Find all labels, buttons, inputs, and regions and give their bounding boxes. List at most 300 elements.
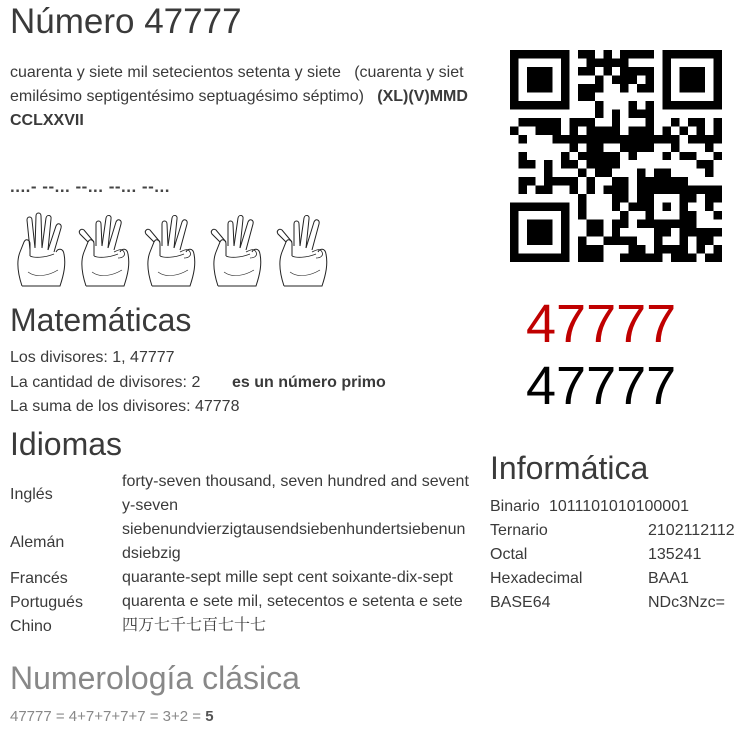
- qr-module: [705, 50, 713, 58]
- qr-module: [544, 237, 552, 245]
- qr-module: [671, 143, 679, 151]
- qr-module: [663, 75, 671, 83]
- qr-module: [510, 254, 518, 262]
- qr-module: [535, 228, 543, 236]
- qr-module: [705, 228, 713, 236]
- qr-module: [544, 177, 552, 185]
- qr-module: [705, 186, 713, 194]
- divisor-count-line: La cantidad de divisores: 2: [10, 374, 201, 391]
- qr-module: [612, 228, 620, 236]
- qr-module: [552, 126, 560, 134]
- qr-module: [646, 186, 654, 194]
- qr-module: [569, 143, 577, 151]
- qr-module: [544, 186, 552, 194]
- number-red: 47777: [526, 294, 677, 354]
- qr-module: [629, 75, 637, 83]
- qr-module: [654, 186, 662, 194]
- qr-module: [705, 160, 713, 168]
- seven-fingers-hand-icon: [277, 215, 326, 286]
- qr-module: [705, 143, 713, 151]
- qr-module: [620, 50, 628, 58]
- qr-module: [697, 237, 705, 245]
- qr-module: [612, 152, 620, 160]
- qr-module: [612, 126, 620, 134]
- hexadecimal-label: Hexadecimal: [490, 570, 583, 587]
- qr-module: [705, 254, 713, 262]
- qr-module: [714, 126, 722, 134]
- qr-module: [620, 220, 628, 228]
- qr-module: [510, 84, 518, 92]
- qr-module: [714, 67, 722, 75]
- qr-module: [646, 101, 654, 109]
- qr-module: [637, 254, 645, 262]
- qr-module: [569, 135, 577, 143]
- qr-module: [663, 203, 671, 211]
- qr-module: [527, 118, 535, 126]
- qr-module: [612, 160, 620, 168]
- qr-module: [518, 203, 526, 211]
- qr-module: [510, 50, 518, 58]
- qr-module: [697, 135, 705, 143]
- qr-module: [595, 254, 603, 262]
- qr-module: [637, 220, 645, 228]
- qr-module: [535, 254, 543, 262]
- qr-module: [663, 101, 671, 109]
- qr-module: [595, 143, 603, 151]
- qr-module: [637, 50, 645, 58]
- qr-module: [637, 203, 645, 211]
- qr-module: [654, 245, 662, 253]
- qr-module: [637, 67, 645, 75]
- qr-module: [603, 58, 611, 66]
- qr-module: [705, 169, 713, 177]
- qr-module: [561, 84, 569, 92]
- qr-module: [714, 228, 722, 236]
- qr-module: [612, 177, 620, 185]
- qr-module: [705, 203, 713, 211]
- qr-module: [561, 58, 569, 66]
- language-value-english: forty-seven thousand, seven hundred and seventy-seven: [122, 473, 469, 514]
- qr-module: [595, 84, 603, 92]
- qr-module: [688, 211, 696, 219]
- qr-module: [654, 220, 662, 228]
- qr-module: [671, 245, 679, 253]
- seven-fingers-hand-icon: [145, 215, 194, 286]
- qr-module: [697, 245, 705, 253]
- qr-module: [586, 152, 594, 160]
- qr-module: [544, 228, 552, 236]
- qr-module: [578, 169, 586, 177]
- qr-module: [578, 67, 586, 75]
- qr-module: [510, 237, 518, 245]
- qr-module: [510, 75, 518, 83]
- qr-module: [680, 220, 688, 228]
- qr-module: [518, 50, 526, 58]
- qr-module: [637, 109, 645, 117]
- qr-module: [586, 228, 594, 236]
- qr-module: [544, 50, 552, 58]
- qr-module: [688, 101, 696, 109]
- qr-module: [637, 186, 645, 194]
- qr-module: [612, 186, 620, 194]
- qr-module: [654, 237, 662, 245]
- qr-module: [697, 67, 705, 75]
- qr-module: [680, 245, 688, 253]
- language-value-chinese: 四万七千七百七十七: [122, 617, 267, 634]
- qr-module: [535, 75, 543, 83]
- qr-module: [620, 237, 628, 245]
- qr-module: [535, 237, 543, 245]
- qr-module: [620, 186, 628, 194]
- qr-module: [586, 143, 594, 151]
- qr-module: [646, 220, 654, 228]
- qr-module: [544, 220, 552, 228]
- qr-module: [552, 50, 560, 58]
- qr-module: [518, 160, 526, 168]
- qr-module: [578, 50, 586, 58]
- qr-module: [663, 135, 671, 143]
- qr-module: [714, 101, 722, 109]
- numerology-formula: [10, 708, 214, 725]
- qr-module: [578, 237, 586, 245]
- qr-module: [603, 186, 611, 194]
- qr-module: [671, 118, 679, 126]
- qr-module: [544, 254, 552, 262]
- ternary-label: Ternario: [490, 522, 548, 539]
- qr-module: [535, 118, 543, 126]
- page-title: Número 47777: [10, 2, 242, 41]
- qr-module: [646, 194, 654, 202]
- qr-module: [535, 50, 543, 58]
- roman-numeral: (XL)(V)MMD CCLXXVII: [10, 88, 468, 129]
- qr-module: [552, 177, 560, 185]
- qr-module: [518, 254, 526, 262]
- qr-module: [603, 67, 611, 75]
- qr-module: [595, 101, 603, 109]
- qr-module: [654, 177, 662, 185]
- qr-module: [629, 50, 637, 58]
- qr-module: [561, 211, 569, 219]
- qr-module: [552, 135, 560, 143]
- qr-module: [629, 203, 637, 211]
- qr-module: [697, 186, 705, 194]
- qr-module: [603, 169, 611, 177]
- qr-module: [663, 126, 671, 134]
- qr-module: [569, 160, 577, 168]
- qr-module: [595, 58, 603, 66]
- qr-module: [697, 75, 705, 83]
- qr-module: [629, 101, 637, 109]
- qr-module: [561, 254, 569, 262]
- qr-module: [629, 254, 637, 262]
- cardinal-text: cuarenta y siete mil setecientos setenta y siete: [10, 64, 341, 81]
- qr-module: [680, 126, 688, 134]
- qr-module: [680, 254, 688, 262]
- qr-module: [586, 92, 594, 100]
- qr-module: [578, 135, 586, 143]
- qr-module: [688, 228, 696, 236]
- qr-module: [646, 109, 654, 117]
- spelled-out-number: [10, 61, 480, 133]
- qr-module: [629, 135, 637, 143]
- qr-module: [646, 135, 654, 143]
- qr-module: [578, 203, 586, 211]
- qr-module: [586, 58, 594, 66]
- qr-module: [680, 67, 688, 75]
- qr-module: [518, 101, 526, 109]
- language-value-french: quarante-sept mille sept cent soixante-dix-sept: [122, 569, 453, 586]
- qr-module: [637, 126, 645, 134]
- qr-module: [646, 126, 654, 134]
- qr-module: [629, 109, 637, 117]
- ternary-value: 2102112112: [648, 522, 735, 539]
- qr-module: [586, 118, 594, 126]
- languages-section-title: Idiomas: [10, 426, 123, 462]
- qr-module: [714, 84, 722, 92]
- qr-module: [544, 203, 552, 211]
- four-fingers-hand-icon: [18, 213, 65, 286]
- qr-module: [586, 220, 594, 228]
- qr-module: [569, 177, 577, 185]
- qr-module: [646, 254, 654, 262]
- qr-module: [680, 84, 688, 92]
- qr-module: [620, 58, 628, 66]
- hexadecimal-value: BAA1: [648, 570, 689, 587]
- qr-module: [586, 160, 594, 168]
- qr-module: [544, 169, 552, 177]
- qr-module: [714, 50, 722, 58]
- qr-module: [535, 126, 543, 134]
- qr-module: [671, 50, 679, 58]
- qr-module: [637, 143, 645, 151]
- qr-module: [637, 177, 645, 185]
- qr-module: [705, 135, 713, 143]
- qr-module: [578, 194, 586, 202]
- qr-module: [544, 118, 552, 126]
- qr-module: [620, 254, 628, 262]
- qr-module: [510, 126, 518, 134]
- qr-module: [552, 254, 560, 262]
- base64-label: BASE64: [490, 594, 551, 611]
- qr-module: [637, 84, 645, 92]
- qr-module: [544, 84, 552, 92]
- numerology-result: 5: [205, 708, 214, 725]
- qr-module: [637, 194, 645, 202]
- qr-module: [671, 101, 679, 109]
- qr-module: [527, 220, 535, 228]
- qr-module: [688, 220, 696, 228]
- qr-module: [697, 228, 705, 236]
- qr-module: [603, 50, 611, 58]
- language-name-german: Alemán: [10, 534, 65, 551]
- qr-module: [714, 245, 722, 253]
- qr-module: [671, 254, 679, 262]
- qr-module: [637, 135, 645, 143]
- qr-module: [561, 67, 569, 75]
- qr-module: [544, 126, 552, 134]
- qr-module: [714, 194, 722, 202]
- qr-module: [688, 50, 696, 58]
- qr-module: [586, 254, 594, 262]
- qr-module: [535, 186, 543, 194]
- qr-module: [595, 135, 603, 143]
- qr-module: [671, 220, 679, 228]
- qr-module: [552, 203, 560, 211]
- qr-module: [612, 220, 620, 228]
- qr-module: [518, 177, 526, 185]
- language-name-english: Inglés: [10, 486, 53, 503]
- qr-module: [680, 203, 688, 211]
- qr-module: [586, 50, 594, 58]
- qr-module: [527, 203, 535, 211]
- qr-module: [663, 245, 671, 253]
- qr-module: [561, 203, 569, 211]
- qr-module: [629, 237, 637, 245]
- qr-module: [586, 126, 594, 134]
- qr-module: [510, 101, 518, 109]
- qr-module: [569, 186, 577, 194]
- qr-module: [561, 160, 569, 168]
- qr-module: [510, 67, 518, 75]
- qr-module: [663, 169, 671, 177]
- qr-module: [620, 143, 628, 151]
- qr-module: [569, 126, 577, 134]
- qr-module: [620, 67, 628, 75]
- qr-module: [688, 118, 696, 126]
- morse-code: ....- --... --... --... --...: [10, 177, 170, 196]
- qr-module: [535, 84, 543, 92]
- qr-module: [620, 75, 628, 83]
- qr-module: [714, 254, 722, 262]
- numerology-formula-text: 47777 = 4+7+7+7+7 = 3+2 =: [10, 708, 206, 725]
- qr-module: [518, 118, 526, 126]
- qr-module: [646, 143, 654, 151]
- qr-module: [561, 228, 569, 236]
- octal-label: Octal: [490, 546, 528, 563]
- qr-module: [714, 58, 722, 66]
- qr-module: [510, 211, 518, 219]
- qr-module: [688, 75, 696, 83]
- qr-module: [680, 101, 688, 109]
- qr-module: [629, 245, 637, 253]
- qr-module: [714, 118, 722, 126]
- seven-fingers-hand-icon: [211, 215, 260, 286]
- qr-module: [595, 126, 603, 134]
- qr-module: [535, 203, 543, 211]
- qr-module: [527, 101, 535, 109]
- language-name-chinese: Chino: [10, 618, 52, 635]
- qr-module: [595, 160, 603, 168]
- qr-module: [518, 152, 526, 160]
- qr-module: [527, 177, 535, 185]
- qr-module: [527, 67, 535, 75]
- qr-module: [561, 101, 569, 109]
- qr-module: [646, 84, 654, 92]
- qr-module: [637, 169, 645, 177]
- qr-module: [654, 135, 662, 143]
- qr-module: [612, 109, 620, 117]
- qr-module: [544, 101, 552, 109]
- qr-module: [688, 152, 696, 160]
- qr-module: [705, 101, 713, 109]
- qr-module: [646, 177, 654, 185]
- qr-module: [561, 92, 569, 100]
- qr-module: [688, 194, 696, 202]
- base64-value: NDc3Nzc=: [648, 594, 725, 611]
- qr-module: [518, 135, 526, 143]
- qr-module: [646, 75, 654, 83]
- qr-module: [561, 245, 569, 253]
- qr-module: [663, 84, 671, 92]
- qr-module: [561, 50, 569, 58]
- qr-module: [603, 237, 611, 245]
- number-black: 47777: [526, 356, 677, 416]
- qr-module: [544, 160, 552, 168]
- qr-module: [646, 67, 654, 75]
- qr-module: [535, 101, 543, 109]
- qr-module: [629, 67, 637, 75]
- qr-module: [629, 126, 637, 134]
- qr-module: [646, 203, 654, 211]
- qr-module: [535, 220, 543, 228]
- qr-module: [714, 92, 722, 100]
- qr-module: [603, 135, 611, 143]
- qr-module: [612, 118, 620, 126]
- qr-module: [561, 237, 569, 245]
- qr-module: [552, 118, 560, 126]
- qr-module: [671, 177, 679, 185]
- qr-module: [629, 143, 637, 151]
- qr-module: [663, 152, 671, 160]
- qr-module: [688, 135, 696, 143]
- qr-module: [680, 194, 688, 202]
- qr-module: [714, 135, 722, 143]
- qr-module: [527, 160, 535, 168]
- qr-module: [595, 109, 603, 117]
- qr-module: [510, 228, 518, 236]
- language-value-portuguese: quarenta e sete mil, setecentos e setenta e sete: [122, 593, 463, 610]
- qr-module: [663, 186, 671, 194]
- qr-module: [603, 152, 611, 160]
- qr-module: [629, 152, 637, 160]
- qr-module: [561, 75, 569, 83]
- seven-fingers-hand-icon: [79, 215, 128, 286]
- qr-module: [663, 58, 671, 66]
- qr-module: [671, 135, 679, 143]
- qr-module: [586, 67, 594, 75]
- qr-module: [527, 254, 535, 262]
- qr-module: [595, 245, 603, 253]
- qr-module: [663, 228, 671, 236]
- qr-module: [646, 118, 654, 126]
- qr-module: [535, 67, 543, 75]
- numerology-section-title: Numerología clásica: [10, 660, 300, 696]
- qr-module: [654, 169, 662, 177]
- qr-module: [697, 118, 705, 126]
- qr-module: [688, 186, 696, 194]
- qr-module: [603, 160, 611, 168]
- qr-module: [705, 194, 713, 202]
- qr-module: [612, 75, 620, 83]
- qr-module: [654, 254, 662, 262]
- qr-module: [663, 92, 671, 100]
- language-name-french: Francés: [10, 570, 68, 587]
- qr-module: [663, 177, 671, 185]
- qr-module: [527, 237, 535, 245]
- qr-module: [595, 75, 603, 83]
- qr-module: [527, 84, 535, 92]
- qr-module: [578, 92, 586, 100]
